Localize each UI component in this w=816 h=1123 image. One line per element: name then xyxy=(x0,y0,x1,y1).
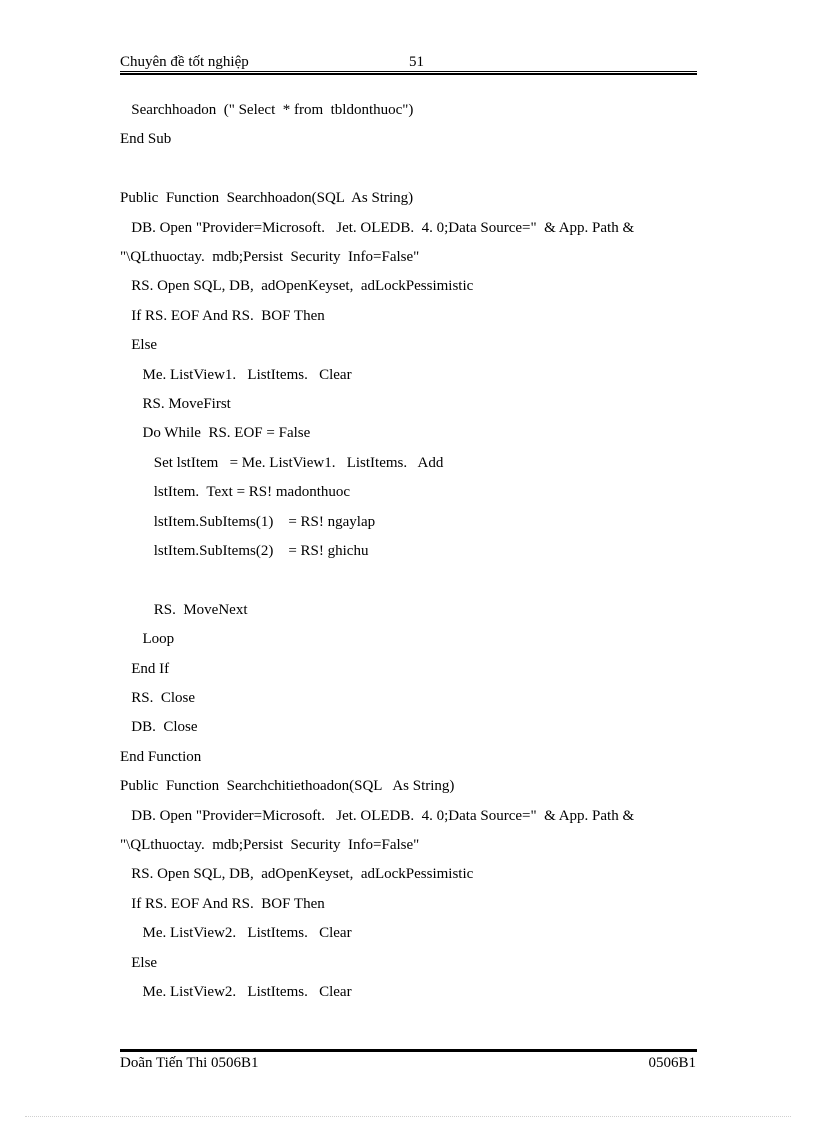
code-line: lstItem.SubItems(1) = RS! ngaylap xyxy=(120,513,376,530)
code-line: If RS. EOF And RS. BOF Then xyxy=(120,307,325,324)
code-line: Public Function Searchchitiethoadon(SQL As String) xyxy=(120,778,455,795)
code-line: DB. Open "Provider=Microsoft. Jet. OLEDB. 4. 0;Data Source=" & App. Path & xyxy=(120,219,635,236)
code-line: Public Function Searchhoadon(SQL As String) xyxy=(120,190,414,207)
footer-rule xyxy=(120,1049,697,1052)
code-line: "\QLthuoctay. mdb;Persist Security Info=False" xyxy=(120,249,420,265)
code-line: RS. MoveNext xyxy=(120,601,248,618)
code-line: End Function xyxy=(120,748,202,765)
code-line: Else xyxy=(120,337,158,354)
footer-author: Doãn Tiến Thi 0506B1 xyxy=(120,1055,259,1071)
code-line: lstItem.SubItems(2) = RS! ghichu xyxy=(120,543,369,559)
code-line: Me. ListView2. ListItems. Clear xyxy=(120,984,352,1000)
code-line: Do While RS. EOF = False xyxy=(120,425,311,442)
code-line: Searchhoadon (" Select * from tbldonthuoc") xyxy=(120,102,414,118)
code-line: End If xyxy=(120,660,170,677)
code-line: End Sub xyxy=(120,131,172,148)
code-line: DB. Close xyxy=(120,719,198,736)
code-line: "\QLthuoctay. mdb;Persist Security Info=False" xyxy=(120,837,420,853)
code-line: RS. Close xyxy=(120,690,196,706)
footer-code: 0506B1 xyxy=(648,1055,696,1071)
code-line: RS. Open SQL, DB, adOpenKeyset, adLockPessimistic xyxy=(120,278,474,295)
code-line: Me. ListView2. ListItems. Clear xyxy=(120,925,352,942)
page-header xyxy=(120,50,697,76)
code-line: lstItem. Text = RS! madonthuoc xyxy=(120,484,351,501)
header-title: Chuyên đề tốt nghiệp xyxy=(120,54,249,70)
page-number: 51 xyxy=(409,54,424,70)
page-edge-dots xyxy=(25,1116,791,1118)
code-line: RS. MoveFirst xyxy=(120,396,231,412)
code-line: Set lstItem = Me. ListView1. ListItems. Add xyxy=(120,454,444,471)
code-line: RS. Open SQL, DB, adOpenKeyset, adLockPessimistic xyxy=(120,866,474,883)
header-rule xyxy=(120,71,697,75)
code-line: Me. ListView1. ListItems. Clear xyxy=(120,366,352,383)
code-line: DB. Open "Provider=Microsoft. Jet. OLEDB. 4. 0;Data Source=" & App. Path & xyxy=(120,807,635,824)
code-line: Else xyxy=(120,954,158,971)
code-line: Loop xyxy=(120,631,175,648)
code-line: If RS. EOF And RS. BOF Then xyxy=(120,895,325,912)
